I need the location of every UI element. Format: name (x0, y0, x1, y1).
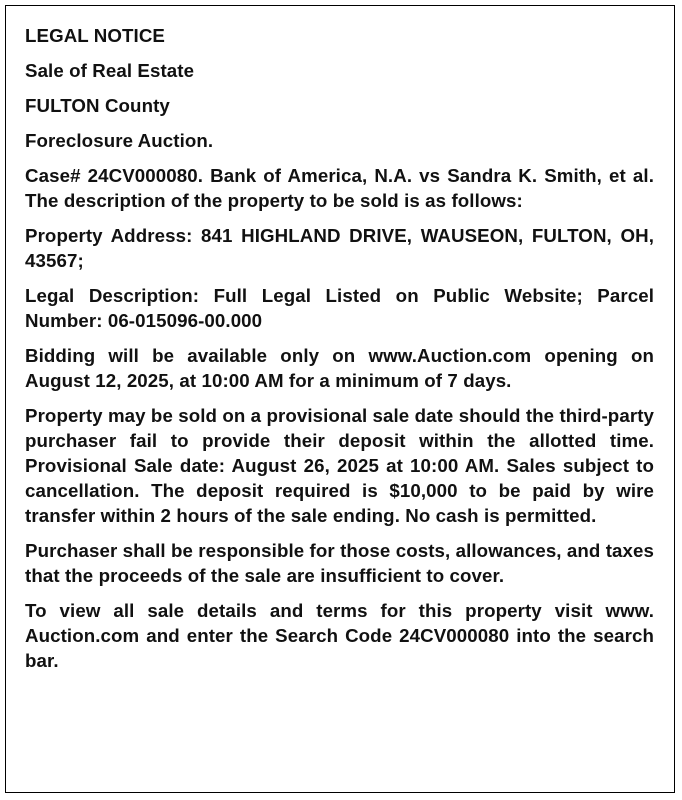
notice-provisional-sale-paragraph: Property may be sold on a provisional sale date should the third-party purchaser fail to provide their deposit within the allotted time. Provisional Sale date: August 26, 2025 at 10:00 AM. Sales subject to cancellation. The deposit required is $10,000 to be paid by wire transfer within 2 hours of the sale ending. No cash is permitted. (25, 405, 655, 526)
notice-case-paragraph: Case# 24CV000080. Bank of America, N.A. vs Sandra K. Smith, et al. The description of the property to be sold is as follows: (25, 165, 654, 211)
notice-sale-type: Sale of Real Estate (25, 60, 195, 81)
notice-title: LEGAL NOTICE (25, 25, 165, 46)
notice-legal-description: Legal Description: Full Legal Listed on Public Website; Parcel Number: 06-015096-00.000 (25, 285, 654, 331)
notice-auction-type: Foreclosure Auction. (25, 130, 214, 151)
notice-view-details-paragraph: To view all sale details and terms for this property visit www.​Auction.com and enter the Search Code 24CV000080 into the search bar. (25, 600, 654, 671)
notice-county: FULTON County (25, 95, 170, 116)
notice-bidding-paragraph: Bidding will be available only on www.Auction.com opening on August 12, 2025, at 10:00 AM for a minimum of 7 days. (25, 345, 654, 391)
notice-property-address: Property Address: 841 HIGHLAND DRIVE, WAUSEON, FULTON, OH, 43567; (25, 225, 654, 271)
notice-purchaser-paragraph: Purchaser shall be responsible for those costs, allowances, and taxes that the proceeds of the sale are insufficient to cover. (25, 540, 655, 586)
legal-notice (5, 5, 675, 793)
